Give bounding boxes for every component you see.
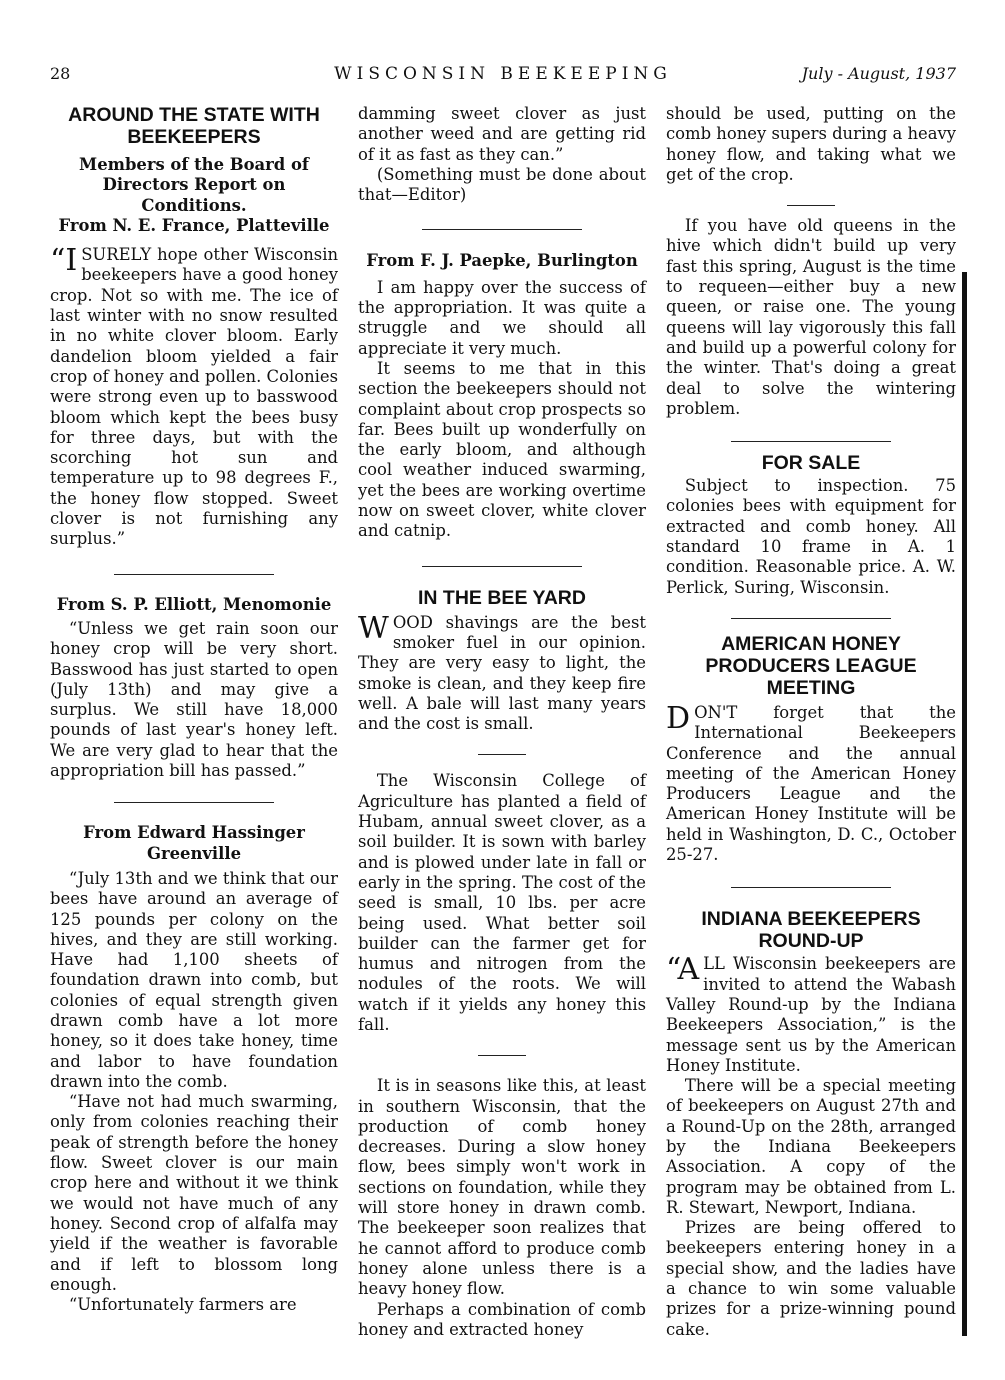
divider xyxy=(787,205,835,206)
drop-cap: D xyxy=(666,700,691,736)
column-1 xyxy=(50,104,338,1315)
article-subtitle: Members of the Board of Directors Report on Conditions. xyxy=(79,155,309,215)
divider xyxy=(731,618,891,619)
page-edge-bar xyxy=(962,272,967,1336)
section-title-indiana-roundup: INDIANA BEEKEEPERS ROUND-UP xyxy=(701,908,921,953)
paepke-report-1: I am happy over the success of the appropriation. It was quite a struggle and we should all appreciate it very much. xyxy=(358,277,646,358)
section-title-league-meeting: AMERICAN HONEY PRODUCERS LEAGUE MEETING xyxy=(705,632,917,699)
report-from-hassinger: From Edward Hassinger Greenville xyxy=(83,823,305,863)
journal-title: WISCONSIN BEEKEEPING xyxy=(334,64,672,84)
comb-honey-text-1: It is in seasons like this, at least in southern Wisconsin, that the production of comb honey decreases. During a slow honey flow, bees simply won't work in sections on foundation, while they will store honey in drawn comb. The beekeeper soon realizes that he cannot afford to produce comb honey alone unless there is a heavy honey flow. xyxy=(358,1076,646,1299)
college-hubam-text: The Wisconsin College of Agriculture has planted a field of Hubam, annual sweet clover, as a soil builder. It is sown with barley and is plowed under late in fall or early in the spring. The cost of the seed is small, 10 lbs. per acre being used. What better soil builder can the farmer get for humus and nitrogen from the nodules of the roots. We will watch if it yields any honey this fall. xyxy=(358,771,646,1034)
elliott-report: “Unless we get rain soon our honey crop will be very short. Basswood has just started to open (July 13th) and may give a surplus. We still have 18,000 pounds of last year's honey left. We are very glad to hear that the appropriation bill has passed.” xyxy=(50,618,338,781)
drop-cap: “I xyxy=(50,243,78,279)
france-report: “ISURELY hope other Wisconsin beekeepers have a good honey crop. Not so with me. The ice of last winter with no snow resulted in no white clover bloom. Early dandelion bloom yielded a fair crop of honey and pollen. Colonies were strong even up to basswood bloom which kept the bees busy for three days, but with the scorching hot sun and temperature up to 98 degrees F., the honey flow stopped. Sweet clover is not furnishing any surplus.” xyxy=(50,243,338,549)
report-from-france: From N. E. France, Platteville xyxy=(58,215,330,235)
indiana-roundup-text-2: There will be a special meeting of beekeepers on August 27th and a Round-Up on the 28th, arranged by the Indiana Beekeepers Association. A copy of the program may be obtained from L. R. Stewart, Newport, Indiana. xyxy=(666,1076,956,1217)
divider xyxy=(422,566,582,567)
page-number: 28 xyxy=(50,64,71,83)
hassinger-report-3: “Unfortunately farmers are xyxy=(68,1295,297,1315)
hassinger-report-1: “July 13th and we think that our bees have around an average of 125 pounds per colony on the hives, and they are still working. Have had 1,100 sheets of foundation drawn into comb, but colonies of equal strength given drawn comb have a lot more honey, so it does take honey, time and labor to have foundation drawn into the comb. xyxy=(50,868,338,1091)
divider xyxy=(114,802,274,803)
league-meeting-text: DON'T forget that the International Beekeepers Conference and the annual meeting of the American Honey Producers League and the American Honey Institute will be held in Washington, D. C., October 25-27. xyxy=(666,700,956,865)
divider xyxy=(731,887,891,888)
divider xyxy=(478,754,526,755)
paepke-report-2: It seems to me that in this section the beekeepers should not complaint about crop prospects so far. Bees built up wonderfully on the early bloom, and although cool weather induced swarming, yet the bees are working overtime now on sweet clover, white clover and catnip. xyxy=(358,358,646,541)
article-title-around-the-state: AROUND THE STATE WITH BEEKEEPERS xyxy=(68,104,320,148)
for-sale-ad: Subject to inspection. 75 colonies bees with equipment for extracted and comb honey. All standard 10 frame in A. 1 condition. Reasonable price. A. W. Perlick, Suring, Wisconsin. xyxy=(666,476,956,597)
requeen-text: If you have old queens in the hive which didn't build up very fast this spring, August is the time to requeen—either buy a new queen, or raise one. The young queens will lay vigorously this fall and build up a powerful colony for the winter. That's doing a great deal to solve the wintering problem. xyxy=(666,216,956,418)
report-from-paepke: From F. J. Paepke, Burlington xyxy=(366,251,638,271)
divider xyxy=(731,441,891,442)
drop-cap: W xyxy=(358,610,389,646)
column-3 xyxy=(666,104,956,1340)
divider xyxy=(114,574,274,575)
report-from-elliott: From S. P. Elliott, Menomonie xyxy=(56,594,332,614)
bee-yard-text: WOOD shavings are the best smoker fuel in our opinion. They are very easy to light, the smoke is clean, and they keep fire well. A bale will last many years and the cost is small. xyxy=(358,610,646,734)
issue-date: July - August, 1937 xyxy=(801,64,956,83)
divider xyxy=(422,229,582,230)
editor-note: (Something must be done about that—Editor) xyxy=(358,164,646,205)
page-header xyxy=(50,62,956,88)
comb-honey-continued: should be used, putting on the comb honey supers during a heavy honey flow, and taking what we get of the crop. xyxy=(666,104,956,184)
divider xyxy=(478,1055,526,1056)
drop-cap: “A xyxy=(666,952,700,988)
comb-honey-text-2: Perhaps a combination of comb honey and extracted honey xyxy=(358,1299,646,1339)
section-title-bee-yard: IN THE BEE YARD xyxy=(418,586,586,609)
indiana-roundup-text-1: “ALL Wisconsin beekeepers are invited to attend the Wabash Valley Round-up by the Indiana Beekeepers Association,” is the message sent us by the American Honey Institute. xyxy=(666,952,956,1075)
hassinger-continued: damming sweet clover as just another weed and are getting rid of it as fast as they can.” xyxy=(358,104,646,164)
hassinger-report-2: “Have not had much swarming, only from colonies reaching their peak of strength before the honey flow. Sweet clover is our main crop here and without it we think we would not have much of any honey. Second crop of alfalfa may yield if the weather is favorable and if left to blossom long enough. xyxy=(50,1092,338,1294)
section-title-for-sale: FOR SALE xyxy=(761,452,861,475)
column-2 xyxy=(358,104,646,1340)
indiana-roundup-text-3: Prizes are being offered to beekeepers entering honey in a special show, and the ladies have a chance to win some valuable prizes for a prize-winning pound cake. xyxy=(666,1218,956,1339)
